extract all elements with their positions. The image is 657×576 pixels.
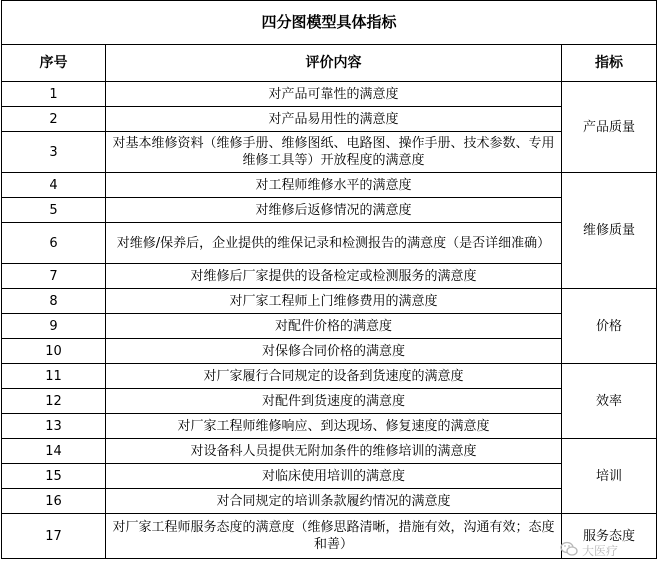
watermark-text: 大医疗 xyxy=(582,543,619,558)
table-row xyxy=(2,107,657,132)
table-row xyxy=(2,173,657,198)
row-content: 对保修合同价格的满意度 xyxy=(106,339,562,364)
row-no: 7 xyxy=(2,264,106,289)
header-row xyxy=(2,45,657,82)
row-no: 9 xyxy=(2,314,106,339)
indicator-table xyxy=(1,0,657,559)
row-content: 对厂家工程师服务态度的满意度（维修思路清晰，措施有效，沟通有效；态度和善） xyxy=(106,514,562,559)
row-content: 对维修/保养后，企业提供的维保记录和检测报告的满意度（是否详细准确） xyxy=(106,223,562,264)
table-row xyxy=(2,198,657,223)
header-no: 序号 xyxy=(2,45,106,82)
row-content: 对维修后厂家提供的设备检定或检测服务的满意度 xyxy=(106,264,562,289)
row-content: 对产品易用性的满意度 xyxy=(106,107,562,132)
row-no: 12 xyxy=(2,389,106,414)
row-content: 对设备科人员提供无附加条件的维修培训的满意度 xyxy=(106,439,562,464)
row-content: 对基本维修资料（维修手册、维修图纸、电路图、操作手册、技术参数、专用维修工具等）开放程度的满意度 xyxy=(106,132,562,173)
row-content: 对临床使用培训的满意度 xyxy=(106,464,562,489)
row-content: 对维修后返修情况的满意度 xyxy=(106,198,562,223)
row-no: 4 xyxy=(2,173,106,198)
indicator-cell: 维修质量 xyxy=(562,173,657,289)
table-row xyxy=(2,389,657,414)
indicator-cell: 效率 xyxy=(562,364,657,439)
table-row xyxy=(2,364,657,389)
row-no: 5 xyxy=(2,198,106,223)
table-row xyxy=(2,489,657,514)
row-no: 3 xyxy=(2,132,106,173)
row-content: 对配件到货速度的满意度 xyxy=(106,389,562,414)
table-row xyxy=(2,314,657,339)
table-row xyxy=(2,264,657,289)
row-no: 17 xyxy=(2,514,106,559)
row-content: 对合同规定的培训条款履约情况的满意度 xyxy=(106,489,562,514)
row-content: 对厂家履行合同规定的设备到货速度的满意度 xyxy=(106,364,562,389)
title-row xyxy=(2,1,657,45)
indicator-cell: 产品质量 xyxy=(562,82,657,173)
row-no: 6 xyxy=(2,223,106,264)
indicator-cell: 培训 xyxy=(562,439,657,514)
table-row xyxy=(2,82,657,107)
table-row xyxy=(2,132,657,173)
table-row xyxy=(2,223,657,264)
table-title: 四分图模型具体指标 xyxy=(2,1,657,45)
row-content: 对厂家工程师维修响应、到达现场、修复速度的满意度 xyxy=(106,414,562,439)
row-no: 13 xyxy=(2,414,106,439)
row-content: 对工程师维修水平的满意度 xyxy=(106,173,562,198)
indicator-cell: 服务态度 xyxy=(562,514,657,559)
table-row xyxy=(2,464,657,489)
row-no: 11 xyxy=(2,364,106,389)
row-no: 1 xyxy=(2,82,106,107)
row-no: 16 xyxy=(2,489,106,514)
row-no: 15 xyxy=(2,464,106,489)
table-row xyxy=(2,339,657,364)
header-indicator: 指标 xyxy=(562,45,657,82)
indicator-cell: 价格 xyxy=(562,289,657,364)
row-content: 对配件价格的满意度 xyxy=(106,314,562,339)
table-row xyxy=(2,414,657,439)
table-row xyxy=(2,514,657,559)
row-content: 对产品可靠性的满意度 xyxy=(106,82,562,107)
row-no: 8 xyxy=(2,289,106,314)
row-no: 14 xyxy=(2,439,106,464)
header-content: 评价内容 xyxy=(106,45,562,82)
row-content: 对厂家工程师上门维修费用的满意度 xyxy=(106,289,562,314)
table-row xyxy=(2,289,657,314)
table-row xyxy=(2,439,657,464)
row-no: 2 xyxy=(2,107,106,132)
row-no: 10 xyxy=(2,339,106,364)
